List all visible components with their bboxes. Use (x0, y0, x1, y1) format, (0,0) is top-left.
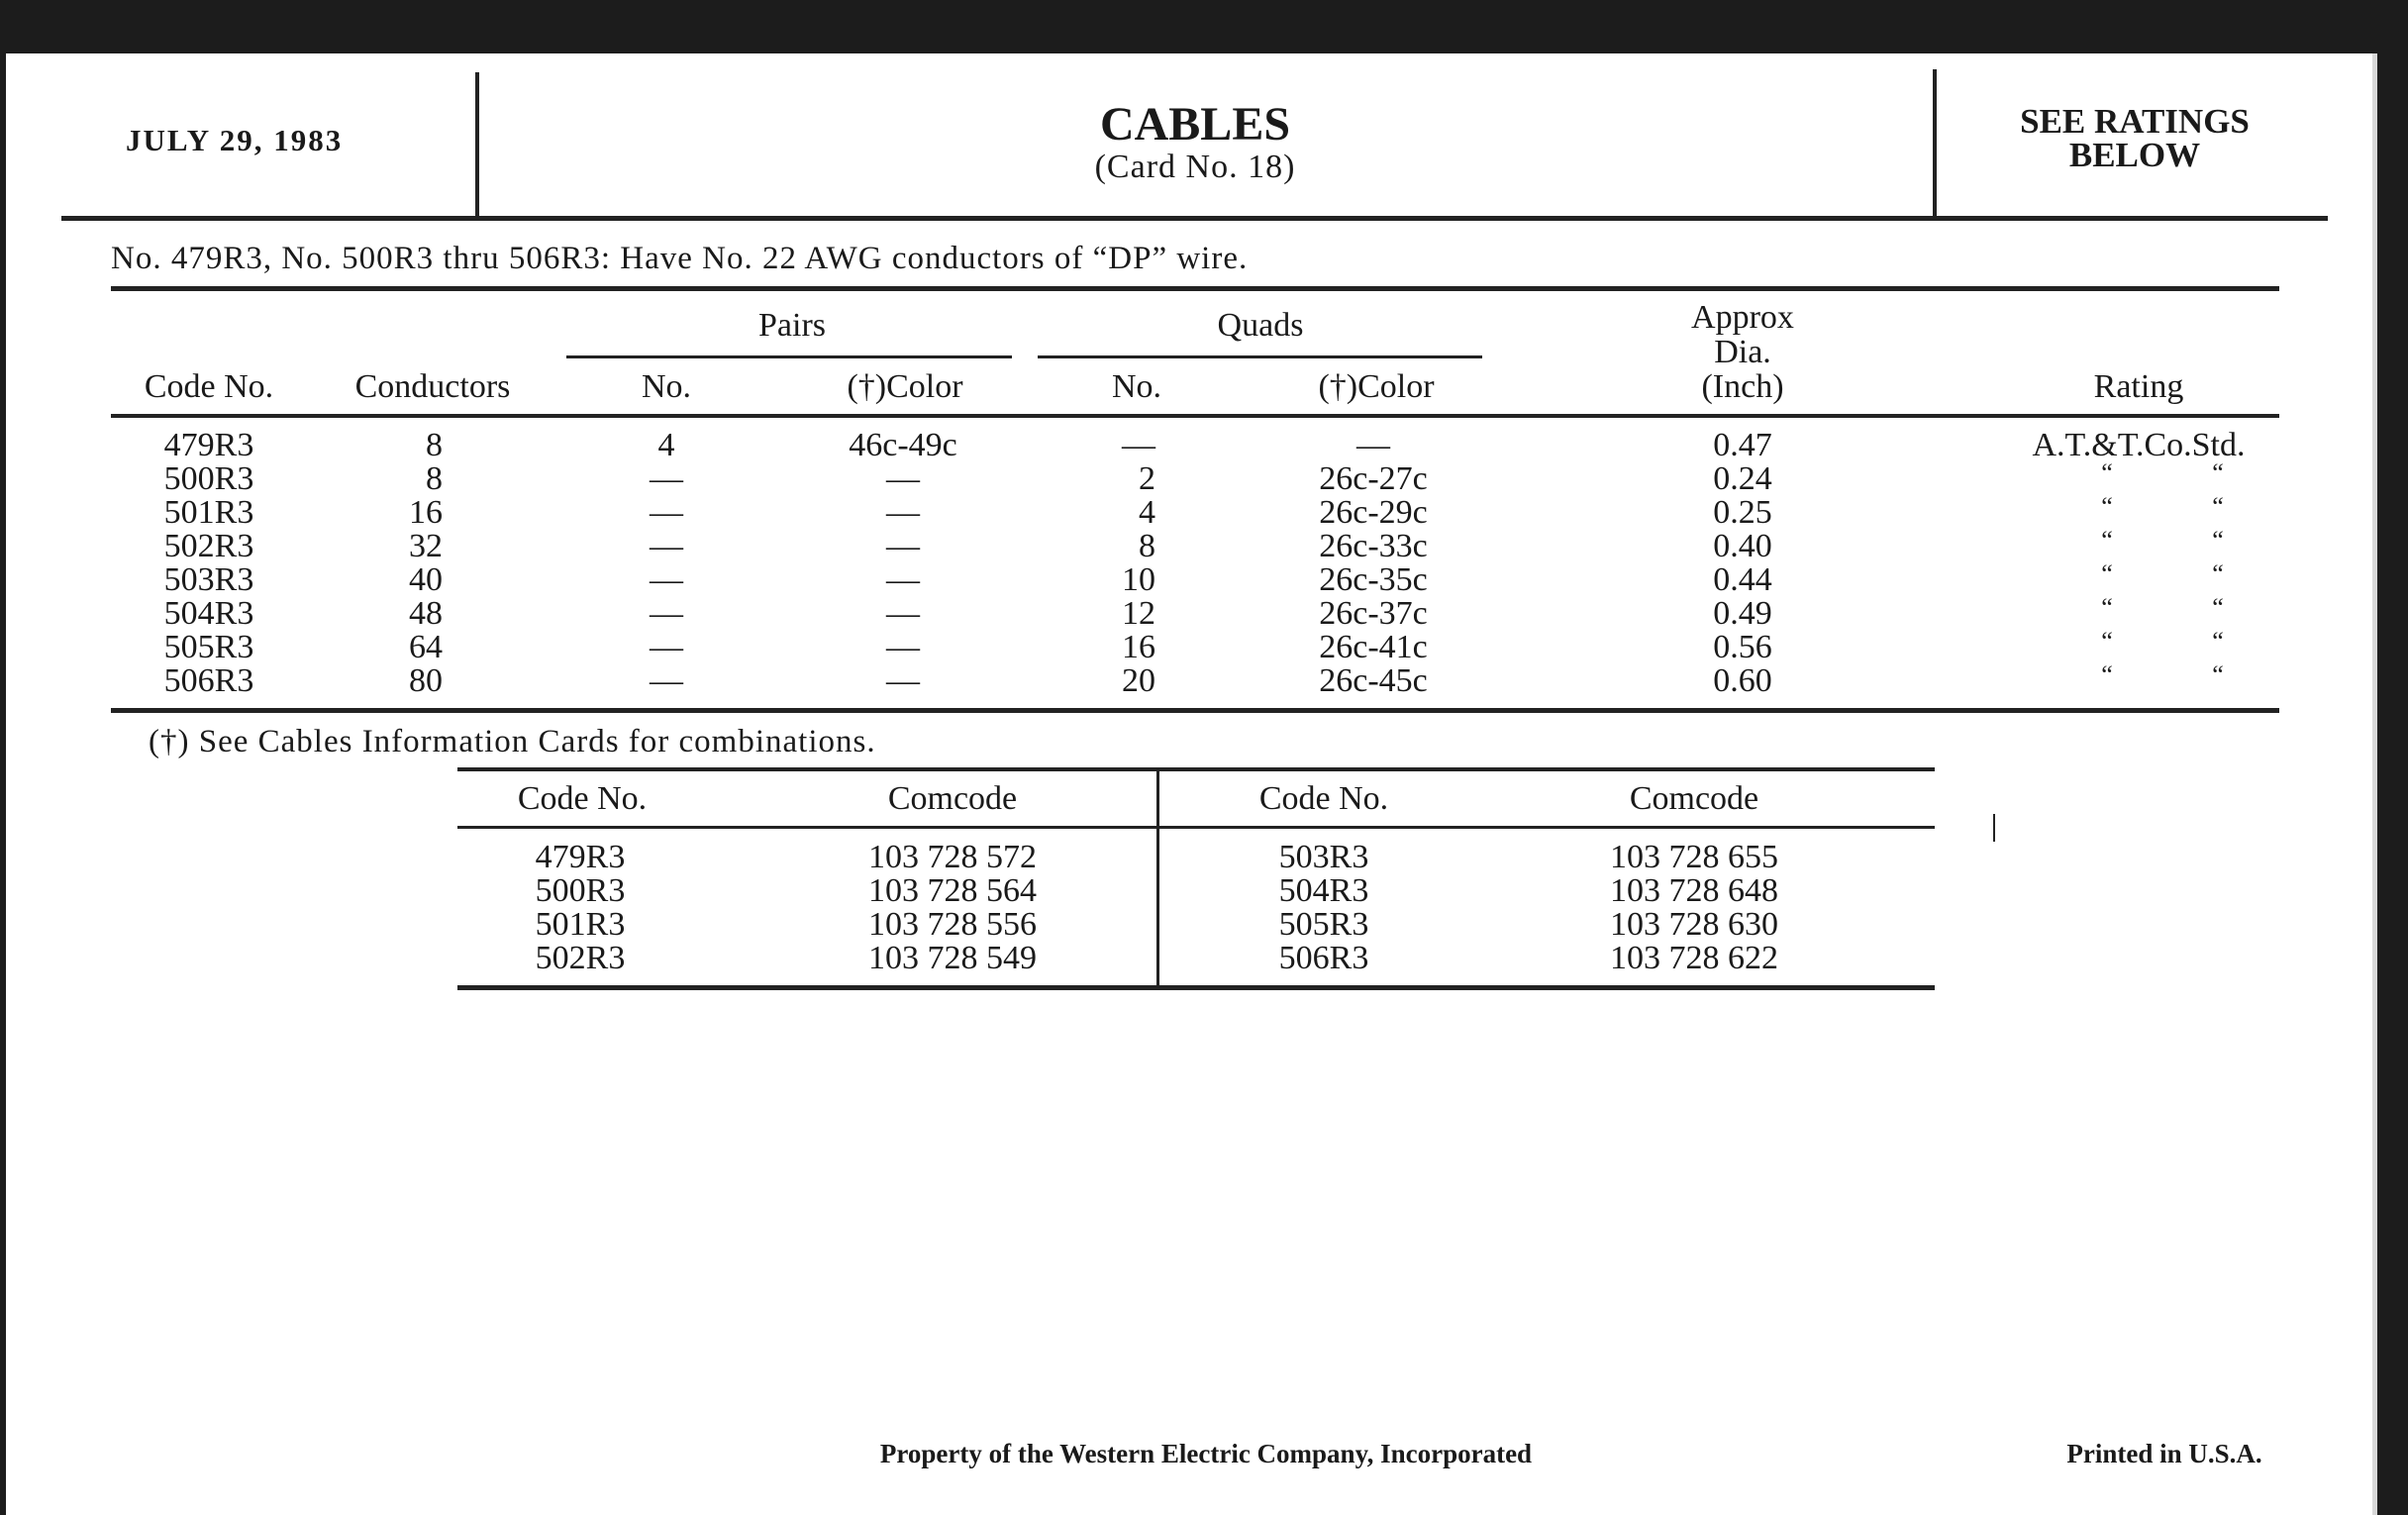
cell-quads-color: — (1356, 427, 1390, 463)
cell-conductors: 8 (426, 460, 443, 497)
cell-conductors: 64 (409, 629, 443, 665)
scan-border-left (0, 0, 6, 1515)
cell-rating-ditto: “ (2101, 458, 2113, 487)
cell-pairs-color: — (886, 561, 920, 598)
comcode-cell-comcode-left: 103 728 572 (868, 839, 1037, 875)
comcode-cell-code-right: 503R3 (1278, 839, 1369, 875)
scan-border-top (0, 0, 2408, 53)
cell-code: 479R3 (163, 427, 254, 463)
cell-rating-ditto: “ (2212, 593, 2224, 622)
cell-rating-ditto: “ (2212, 559, 2224, 588)
cell-code: 502R3 (163, 528, 254, 564)
comcode-cell-code-right: 505R3 (1278, 906, 1369, 943)
comcode-header-code-right: Code No. (1258, 780, 1389, 817)
cell-dia: 0.44 (1713, 561, 1772, 598)
cell-rating-ditto: “ (2101, 627, 2113, 656)
cell-code: 500R3 (163, 460, 254, 497)
header-quads-color: (†)Color (1318, 368, 1435, 405)
comcode-cell-code-left: 502R3 (535, 940, 626, 976)
cell-pairs-no: — (650, 561, 683, 598)
cell-rating-ditto: “ (2212, 492, 2224, 521)
cell-rating-ditto: “ (2212, 627, 2224, 656)
cell-quads-no: 12 (1122, 595, 1155, 632)
card-subtitle: (Card No. 18) (1094, 149, 1296, 185)
header-pairs-no: No. (641, 368, 692, 405)
cell-conductors: 40 (409, 561, 443, 598)
cell-pairs-color: — (886, 528, 920, 564)
cell-rating-ditto: “ (2101, 660, 2113, 689)
comcode-cell-code-right: 504R3 (1278, 872, 1369, 909)
comcode-header-comcode-left: Comcode (887, 780, 1018, 817)
cell-pairs-no: — (650, 629, 683, 665)
cell-code: 505R3 (163, 629, 254, 665)
cell-rating-ditto: “ (2212, 660, 2224, 689)
cell-pairs-color: — (886, 494, 920, 531)
card-date: JULY 29, 1983 (126, 123, 344, 157)
comcode-top-rule (457, 767, 1935, 771)
cell-quads-no: 4 (1139, 494, 1155, 531)
scan-border-right (2377, 0, 2408, 1515)
cell-rating-ditto: “ (2212, 526, 2224, 555)
stray-mark (1993, 814, 1995, 842)
header-dia-line3: (Inch) (1701, 368, 1784, 405)
cell-quads-color: 26c-37c (1319, 595, 1428, 632)
cell-quads-color: 26c-41c (1319, 629, 1428, 665)
cell-conductors: 8 (426, 427, 443, 463)
comcode-cell-comcode-left: 103 728 564 (868, 872, 1037, 909)
group-header-quads: Quads (1217, 307, 1304, 344)
cell-quads-no: 16 (1122, 629, 1155, 665)
comcode-cell-comcode-left: 103 728 556 (868, 906, 1037, 943)
cell-pairs-no: 4 (657, 427, 675, 463)
ratings-note-line1: SEE RATINGS (2020, 102, 2250, 141)
comcode-cell-code-left: 500R3 (535, 872, 626, 909)
comcode-cell-comcode-right: 103 728 655 (1610, 839, 1778, 875)
table-bottom-rule (111, 708, 2279, 713)
header-rule (61, 216, 2328, 221)
header-quads-no: No. (1111, 368, 1162, 405)
header-divider-right (1933, 69, 1937, 217)
cell-pairs-color: — (886, 662, 920, 699)
cell-rating-ditto: “ (2101, 559, 2113, 588)
cell-conductors: 16 (409, 494, 443, 531)
header-divider-left (475, 72, 479, 217)
cell-quads-color: 26c-45c (1319, 662, 1428, 699)
intro-text: No. 479R3, No. 500R3 thru 506R3: Have No. 22 AWG conductors of “DP” wire. (111, 241, 1249, 276)
cell-pairs-color: — (886, 595, 920, 632)
cell-quads-no: 20 (1122, 662, 1155, 699)
quads-rule (1038, 355, 1482, 358)
cell-pairs-no: — (650, 662, 683, 699)
header-bottom-rule (111, 414, 2279, 418)
cell-pairs-no: — (650, 528, 683, 564)
cell-rating-ditto: “ (2101, 593, 2113, 622)
cell-dia: 0.47 (1713, 427, 1772, 463)
comcode-cell-comcode-right: 103 728 630 (1610, 906, 1778, 943)
cell-pairs-no: — (650, 460, 683, 497)
card-title: CABLES (1099, 98, 1291, 151)
cell-code: 503R3 (163, 561, 254, 598)
cell-rating-ditto: “ (2101, 492, 2113, 521)
comcode-header-rule (457, 826, 1935, 829)
cell-quads-color: 26c-33c (1319, 528, 1428, 564)
card-edge-shadow (2372, 53, 2377, 1515)
cell-conductors: 48 (409, 595, 443, 632)
cell-pairs-color: 46c-49c (849, 427, 957, 463)
cell-conductors: 80 (409, 662, 443, 699)
footer-printed: Printed in U.S.A. (2066, 1439, 2262, 1468)
cell-rating-ditto: “ (2101, 526, 2113, 555)
header-code-no: Code No. (144, 368, 274, 405)
cell-dia: 0.24 (1713, 460, 1772, 497)
header-pairs-color: (†)Color (847, 368, 963, 405)
cell-dia: 0.60 (1713, 662, 1772, 699)
comcode-center-divider (1156, 769, 1159, 987)
cell-quads-color: 26c-29c (1319, 494, 1428, 531)
comcode-cell-comcode-right: 103 728 648 (1610, 872, 1778, 909)
ratings-note-line2: BELOW (2068, 136, 2201, 174)
cell-dia: 0.49 (1713, 595, 1772, 632)
header-rating: Rating (2093, 368, 2184, 405)
cell-code: 504R3 (163, 595, 254, 632)
cell-code: 506R3 (163, 662, 254, 699)
cell-dia: 0.25 (1713, 494, 1772, 531)
cell-conductors: 32 (409, 528, 443, 564)
cell-quads-color: 26c-27c (1319, 460, 1428, 497)
comcode-cell-code-left: 479R3 (535, 839, 626, 875)
footer-property: Property of the Western Electric Company, Incorporated (879, 1439, 1533, 1468)
cell-dia: 0.56 (1713, 629, 1772, 665)
cell-rating: A.T.&T.Co.Std. (2032, 427, 2246, 463)
cell-rating-ditto: “ (2212, 458, 2224, 487)
header-conductors: Conductors (354, 368, 511, 405)
header-dia-line2: Dia. (1714, 334, 1771, 370)
cell-pairs-color: — (886, 629, 920, 665)
comcode-cell-comcode-left: 103 728 549 (868, 940, 1037, 976)
cell-quads-no: 10 (1122, 561, 1155, 598)
comcode-cell-code-left: 501R3 (535, 906, 626, 943)
footnote: (†) See Cables Information Cards for combinations. (149, 724, 876, 759)
comcode-cell-code-right: 506R3 (1278, 940, 1369, 976)
cell-pairs-no: — (650, 595, 683, 632)
comcode-cell-comcode-right: 103 728 622 (1610, 940, 1778, 976)
cell-pairs-no: — (650, 494, 683, 531)
comcode-bottom-rule (457, 985, 1935, 990)
pairs-rule (566, 355, 1012, 358)
header-dia-line1: Approx (1691, 299, 1794, 336)
cell-quads-no: 2 (1139, 460, 1155, 497)
comcode-header-code-left: Code No. (517, 780, 648, 817)
comcode-header-comcode-right: Comcode (1629, 780, 1759, 817)
cell-code: 501R3 (163, 494, 254, 531)
cell-quads-color: 26c-35c (1319, 561, 1428, 598)
cell-pairs-color: — (886, 460, 920, 497)
cell-dia: 0.40 (1713, 528, 1772, 564)
table-top-rule (111, 286, 2279, 291)
cell-quads-no: — (1122, 427, 1155, 463)
cell-quads-no: 8 (1139, 528, 1155, 564)
group-header-pairs: Pairs (758, 307, 826, 344)
